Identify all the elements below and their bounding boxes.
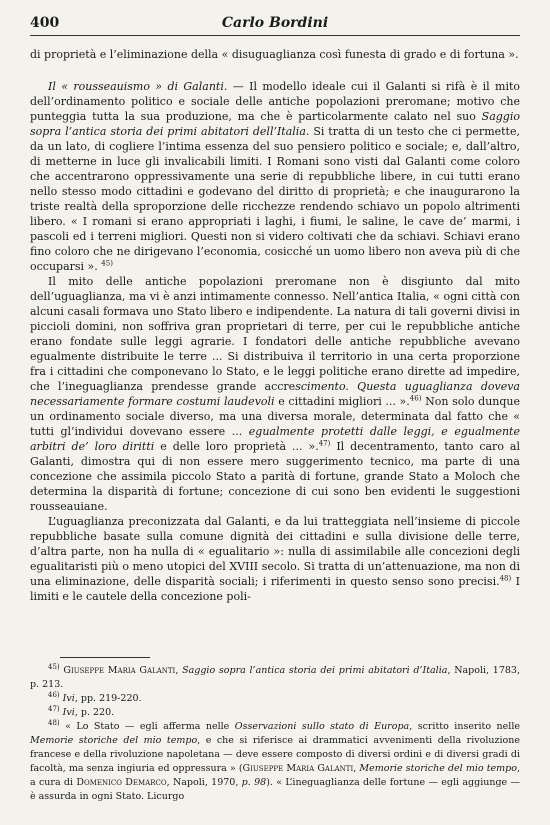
footnote-rule bbox=[60, 657, 150, 658]
footnote-ref-47: 47) bbox=[318, 439, 331, 448]
footnote-45: $^{45)}$ Giuseppe Maria Galanti, Saggio sopra l’antica storia dei primi abitatori d’Italia, Napoli, 1783, p. 213. bbox=[30, 662, 520, 690]
main-text bbox=[30, 47, 520, 604]
footnote-ref-45: 45) bbox=[101, 259, 113, 268]
footnote-ref-48: 48) bbox=[499, 574, 512, 583]
paragraph-galanti-rousseauismo: Il « rousseauismo » di Galanti. — Il modello ideale cui il Galanti si rifà è il mito dell’ordinamento politico e sociale delle antiche popolazioni preromane; motivo che punteggia tutta la sua produzione, ma che è particolarmente calato nel suo Saggio sopra l’antica storia dei primi abitatori dell’Italia. Si tratta di un testo che ci permette, da un lato, di cogliere l’intima essenza del suo pensiero politico e sociale; e, dall’altro, di metterne in luce gli invalicabili limiti. I Romani sono visti dal Galanti come coloro che accentrarono oppressivamente una serie di repubbliche libere, in cui tutti erano nello stesso modo cittadini e godevano del diritto di proprietà; e che inaugurarono la triste realtà della sproporzione delle ricchezze rendendo schiavo un popolo altrimenti libero. « I romani si erano appropriati i laghi, i fiumi, le saline, le cave de’ marmi, i pascoli ed i terreni migliori. Questi non si videro coltivati che da schiavi. Schiavi erano fino coloro che ne dirigevano l’economia, cosicché un uomo libero non aveva più di che occuparsi ». $^{45)}$ bbox=[30, 80, 521, 273]
page-number: 400 bbox=[30, 15, 60, 31]
paragraph-mito-uguaglianza: Il mito delle antiche popolazioni preromane non è disgiunto dal mito dell’uguaglianza, ma vi è anzi intimamente connesso. Nell’antica Italia, « ogni città con alcuni casali formava uno Stato libero e indipendente. La natura di tali governi divisi in piccioli domini, non soffriva gran proprietari di terre, per cui le repubbliche antiche erano fondate sulle leggi agrarie. I fondatori delle antiche repubbliche avevano egualmente distribuite le terre ... Si distribuiva il territorio in una certa proporzione fra i cittadini che componevano lo Stato, e le leggi politiche erano dirette ad impedire, che l’ineguaglianza prendesse grande accrescimento. Questa uguaglianza doveva necessariamente formare costumi laudevoli e cittadini migliori ... ».$^{46)}$ Non solo dunque un ordinamento sociale diverso, ma una diversa morale, determinata dal fatto che « tutti gl’individui dovevano essere ... egualmente protetti dalle leggi, e egualmente arbitri de’ loro diritti e delle loro proprietà ... ».$^{47)}$ Il decentramento, tanto caro al Galanti, dimostra qui di non essere mero suggerimento tecnico, ma parte di una concezione che assimila piccolo Stato a parità di fortune, grande Stato a Moloch che determina la disparità di fortune; concezione di cui sono ben evidenti le suggestioni rousseauiane. bbox=[30, 275, 521, 513]
footnote-ref-46: 46) bbox=[409, 394, 422, 403]
paragraph-uguaglianza-preconizzata: L’uguaglianza preconizzata dal Galanti, e da lui tratteggiata nell’insieme di piccole repubbliche basate sulla comune dignità dei cittadini e sulla divisione delle terre, d’altra parte, non ha nulla di « egualitario »: nulla di assimilabile alle concezioni degli egualitaristi più o meno utopici del XVIII secolo. Si tratta di un’attenuazione, ma non di una eliminazione, delle disparità sociali; i riferimenti in questo senso sono precisi.$^{48)}$ I limiti e le cautele della concezione poli- bbox=[30, 515, 520, 603]
header-rule bbox=[30, 35, 520, 36]
footnote-47: $^{47)}$ Ivi, p. 220. bbox=[48, 704, 115, 718]
paragraph-continuation: di proprietà e l’eliminazione della « disuguaglianza così funesta di grado e di fortuna ». bbox=[30, 48, 519, 61]
footnote-48: $^{48)}$ « Lo Stato — egli afferma nelle Osservazioni sullo stato di Europa, scritto inserito nelle Memorie storiche del mio tempo, e che si riferisce ai drammatici avvenimenti della rivoluzione francese e della rivoluzione napoletana — deve essere composto di diversi ordini e di diversi gradi di facoltà, ma senza ingiuria ed oppressura » (Giuseppe Maria Galanti, Memorie storiche del mio tempo, a cura di Domenico Demarco, Napoli, 1970, p. 98). « L’ineguaglianza delle fortune — egli aggiunge — è assurda in ogni Stato. Licurgo bbox=[30, 718, 520, 802]
footnotes bbox=[30, 664, 520, 804]
running-head-author: Carlo Bordini bbox=[221, 15, 329, 31]
page-header bbox=[30, 12, 520, 34]
section-title: Il « rousseauismo » di Galanti. bbox=[48, 80, 228, 93]
book-title-saggio: Saggio sopra l’antica storia dei primi abitatori dell’Italia bbox=[30, 110, 520, 138]
footnote-46: $^{46)}$ Ivi, pp. 219-220. bbox=[48, 690, 142, 704]
